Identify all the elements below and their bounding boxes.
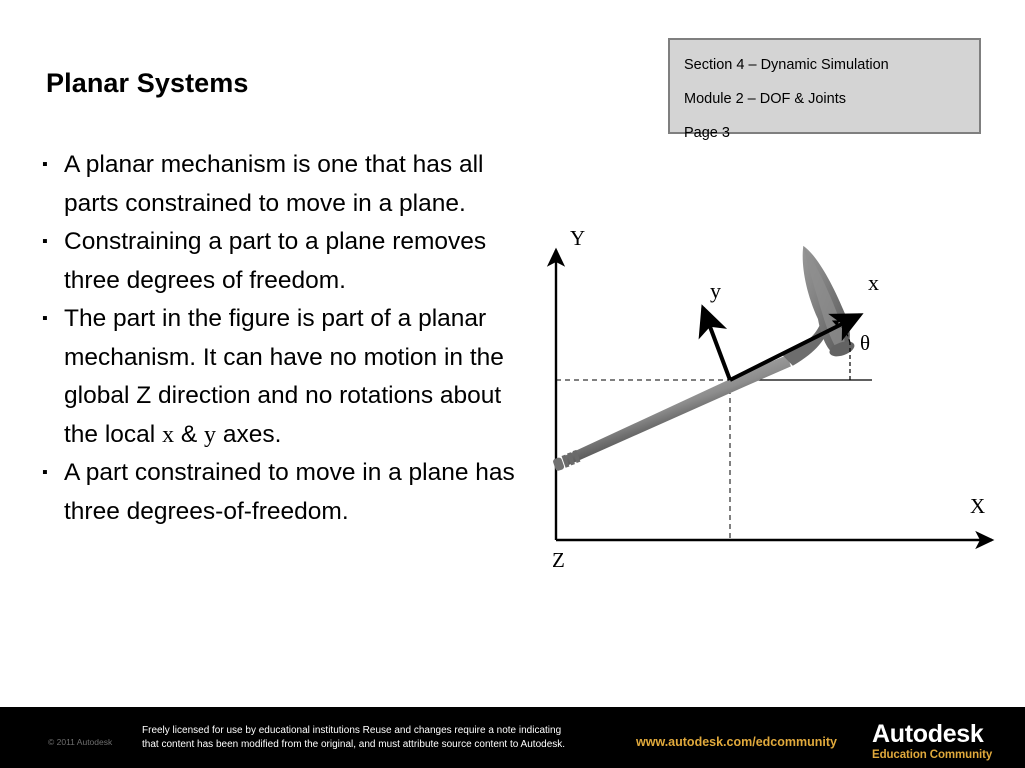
list-item-text: Constraining a part to a plane removes three degrees of freedom. bbox=[64, 228, 487, 294]
global-y-axis-label: Y bbox=[570, 226, 586, 250]
valve-part bbox=[530, 240, 863, 471]
local-y-axis-label: y bbox=[710, 278, 721, 303]
list-item-text-post: axes. bbox=[216, 420, 282, 448]
list-item-text-mid: & bbox=[174, 420, 205, 448]
figure-svg bbox=[530, 215, 1010, 580]
local-x-variable: x bbox=[162, 421, 175, 448]
global-x-axis bbox=[556, 494, 992, 540]
local-y-variable: y bbox=[204, 421, 217, 448]
page-title: Planar Systems bbox=[46, 68, 249, 98]
bullet-list bbox=[38, 146, 530, 531]
bullet-marker-icon: ▪ bbox=[42, 156, 48, 173]
local-y-axis bbox=[703, 278, 730, 380]
autodesk-logo bbox=[872, 721, 1002, 762]
slide-footer bbox=[0, 707, 1025, 768]
global-z-axis-label: Z bbox=[552, 548, 565, 572]
info-line-page: Page 3 bbox=[684, 125, 730, 141]
list-item-text bbox=[64, 305, 504, 448]
list-item bbox=[38, 300, 530, 454]
list-item-text-pre: The part in the figure is part of a planar mechanism. It can have no motion in the global Z direction and no rotations about the local bbox=[64, 305, 504, 448]
list-item bbox=[38, 223, 530, 300]
local-x-axis bbox=[730, 270, 879, 380]
list-item bbox=[38, 146, 530, 223]
license-line-1: Freely licensed for use by educational institutions Reuse and changes require a note indicating bbox=[142, 725, 562, 736]
list-item bbox=[38, 454, 530, 531]
license-text bbox=[142, 724, 612, 752]
theta-label: θ bbox=[860, 331, 871, 355]
list-item-text: A part constrained to move in a plane has three degrees-of-freedom. bbox=[64, 459, 515, 525]
license-line-2: that content has been modified from the original, and must attribute source content to Autodesk. bbox=[142, 739, 566, 750]
autodesk-wordmark: Autodesk bbox=[872, 720, 984, 748]
list-item-text: A planar mechanism is one that has all parts constrained to move in a plane. bbox=[64, 151, 484, 217]
global-x-axis-label: X bbox=[970, 494, 986, 518]
edcommunity-url[interactable]: www.autodesk.com/edcommunity bbox=[636, 735, 837, 749]
local-x-axis-label: x bbox=[868, 270, 879, 295]
valve-stem bbox=[556, 355, 797, 466]
info-line-module: Module 2 – DOF & Joints bbox=[684, 91, 846, 107]
planar-mechanism-figure bbox=[530, 215, 1010, 580]
autodesk-logo-subtitle: Education Community bbox=[872, 749, 993, 761]
global-y-axis bbox=[556, 226, 585, 540]
copyright-text: © 2011 Autodesk bbox=[48, 737, 113, 747]
info-line-section: Section 4 – Dynamic Simulation bbox=[684, 57, 889, 73]
slide-info-box bbox=[668, 38, 981, 141]
bullet-marker-icon: ▪ bbox=[42, 233, 48, 250]
bullet-marker-icon: ▪ bbox=[42, 310, 48, 327]
bullet-marker-icon: ▪ bbox=[42, 464, 48, 481]
